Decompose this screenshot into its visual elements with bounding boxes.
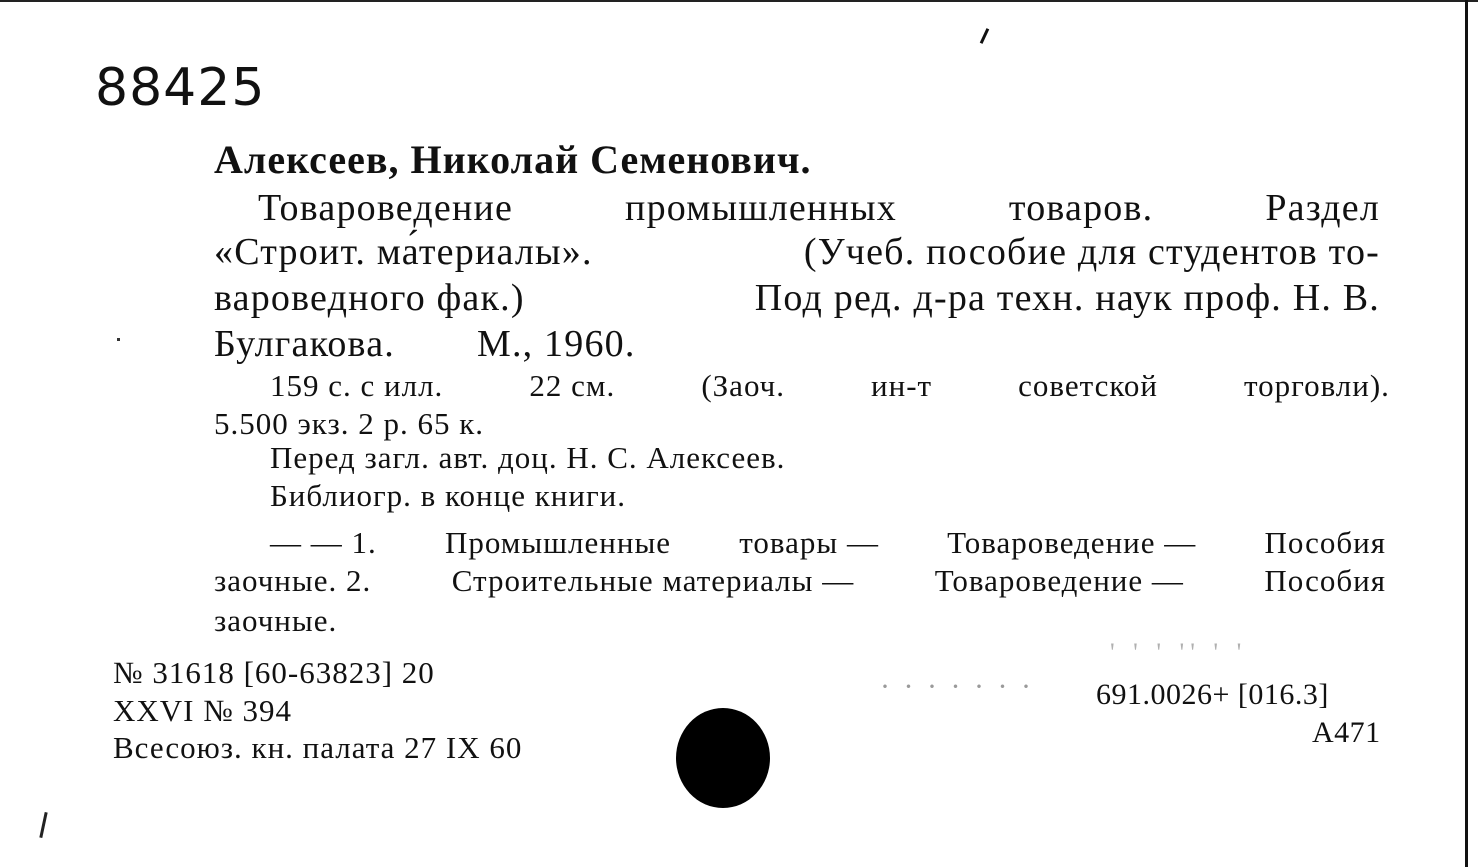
title-word: товаров. [1008,187,1154,229]
subject-segment: Товароведение — [947,525,1197,560]
pages-info: 159 с. с илл. [270,368,444,403]
card-punch-hole [676,708,770,808]
subject-segment: заочные. 2. [214,563,372,598]
subject-segment: Строительные материалы — [451,563,855,598]
subject-segment: Пособия [1264,563,1386,598]
series-word: (Заоч. [701,368,785,403]
subject-segment: Пособия [1264,525,1386,560]
subjects-line-1 [270,525,1386,561]
title-word: Раздел [1265,187,1380,229]
card-top-edge [0,0,1478,2]
publication-info: М., 1960. [476,323,636,365]
author-mark-code: А471 [1312,716,1381,749]
title-line-3 [214,276,1380,320]
pen-tick-mark [980,28,989,44]
title-segment: Под ред. д-ра техн. наук проф. Н. В. [754,277,1380,319]
title-segment: (Учеб. пособие для студентов то- [803,231,1380,273]
subjects-line-3: заочные. [214,603,338,638]
subject-segment: Товароведение — [934,563,1184,598]
udc-classification: 691.0026+ [016.3] [1096,678,1329,711]
series-word: советской [1018,368,1158,403]
physical-description-line-1 [270,368,1390,404]
subject-segment: Промышленные [444,525,672,560]
title-line-4 [214,322,636,366]
subjects-line-2 [214,563,1386,599]
series-word: ин-т [871,368,933,403]
editor-name-end: Булгакова. [214,323,395,365]
note-bibliography: Библиогр. в конце книги. [270,478,627,513]
title-word: Товароведение [258,187,514,229]
note-author: Перед загл. авт. доц. Н. С. Алексеев. [270,440,786,475]
ink-dot [117,338,120,341]
subject-segment: — — 1. [270,525,377,560]
physical-description-line-2: 5.500 экз. 2 р. 65 к. [214,406,485,441]
pen-scratch-mark [39,812,47,838]
registry-number: № 31618 [60-63823] 20 [113,655,435,690]
faint-bleed-through-marks: ' ' ' '' ' ' [1110,638,1248,667]
title-line-2 [214,230,1380,274]
subject-segment: товары — [739,525,879,560]
size-info: 22 см. [529,368,616,403]
title-line-1 [258,186,1380,230]
series-word: торговли). [1243,368,1390,403]
title-segment: вароведного фак.) [214,277,525,319]
card-right-edge [1465,0,1468,867]
handwritten-card-number: 88425 [95,58,266,118]
registry-volume: XXVI № 394 [113,693,293,728]
author-heading: Алексеев, Николай Семенович. [214,137,812,182]
title-segment: «Строит. ма́териалы». [214,231,593,273]
faint-bleed-through-marks: · · · · · · · [880,670,1034,703]
title-word: промышленных [625,187,897,229]
registry-chamber: Всесоюз. кн. палата 27 IX 60 [113,730,523,765]
